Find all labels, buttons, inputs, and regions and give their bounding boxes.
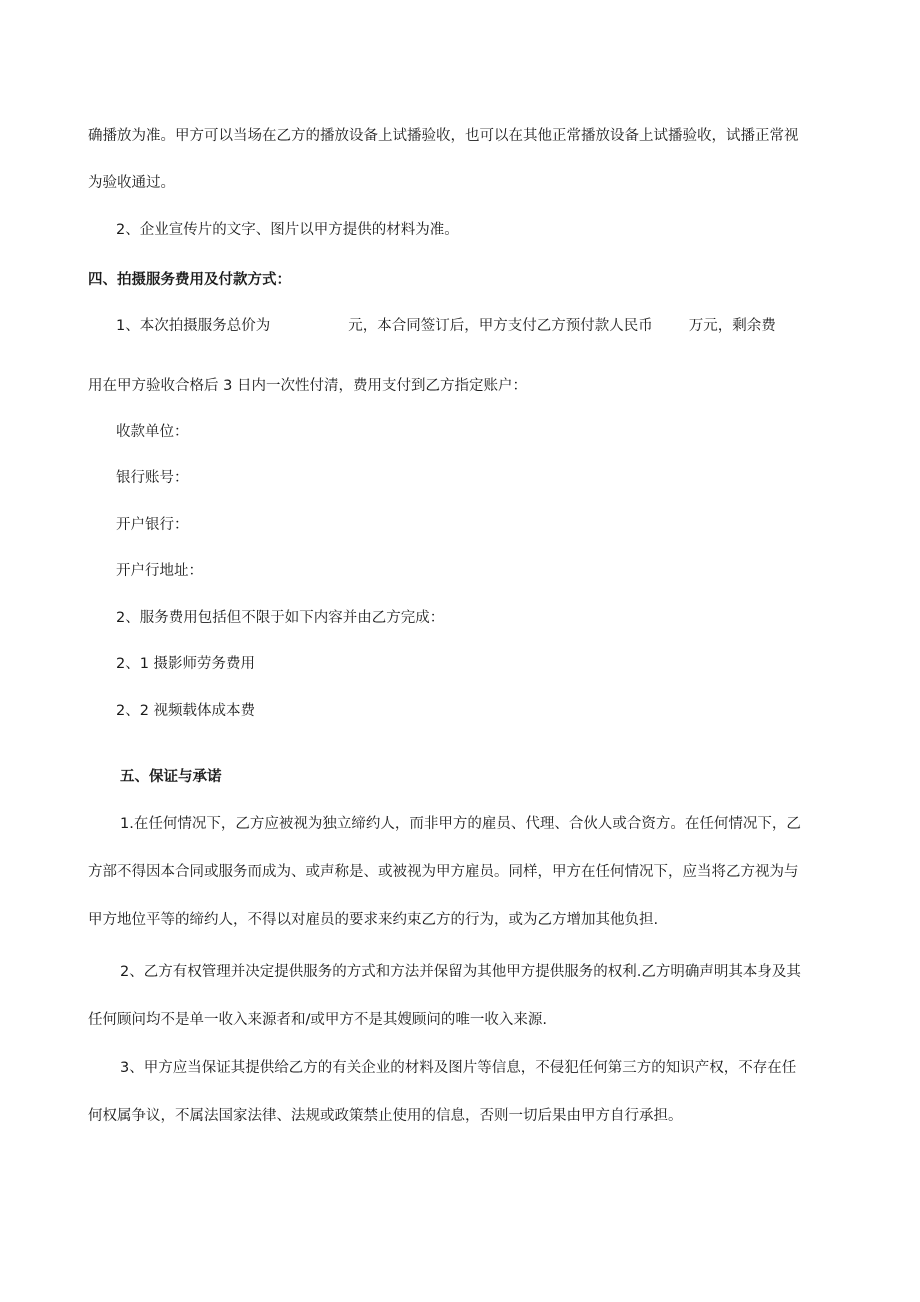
section-4-heading: 四、拍摄服务费用及付款方式： [88, 272, 291, 288]
guarantee-2-line-1: 2、乙方有权管理并决定提供服务的方式和方法并保留为其他甲方提供服务的权利.乙方明确声明其本身及其 [120, 964, 801, 980]
materials-clause: 2、企业宣传片的文字、图片以甲方提供的材料为准。 [116, 222, 459, 238]
remaining-fee-text: 万元，剩余费 [688, 318, 776, 334]
service-scope-item-1: 2、1 摄影师劳务费用 [116, 656, 256, 672]
payment-clause-line-2: 用在甲方验收合格后 3 日内一次性付清，费用支付到乙方指定账户： [88, 378, 527, 394]
opening-bank-label: 开户银行： [116, 517, 189, 533]
guarantee-1-line-3: 甲方地位平等的缔约人，不得以对雇员的要求来约束乙方的行为，或为乙方增加其他负担. [88, 912, 659, 928]
bank-address-label: 开户行地址： [116, 563, 203, 579]
prepayment-text: 元，本合同签订后，甲方支付乙方预付款人民币 [348, 318, 653, 334]
acceptance-text-line-2: 为验收通过。 [88, 175, 175, 191]
guarantee-2-line-2: 任何顾问均不是单一收入来源者和/或甲方不是其嫂顾问的唯一收入来源. [88, 1012, 547, 1028]
total-price-label: 1、本次拍摄服务总价为 [116, 318, 271, 334]
guarantee-1-line-1: 1.在任何情况下，乙方应被视为独立缔约人，而非甲方的雇员、代理、合伙人或合资方。在任何情况下，乙 [120, 816, 801, 832]
payee-label: 收款单位： [116, 424, 189, 440]
guarantee-3-line-2: 何权属争议，不属法国家法律、法规或政策禁止使用的信息，否则一切后果由甲方自行承担。 [88, 1108, 683, 1124]
service-scope-item-2: 2、2 视频载体成本费 [116, 703, 256, 719]
section-5-heading: 五、保证与承诺 [120, 769, 222, 785]
acceptance-text-line-1: 确播放为准。甲方可以当场在乙方的播放设备上试播验收，也可以在其他正常播放设备上试播验收，试播正常视 [88, 128, 799, 144]
payment-clause-line-1 [116, 316, 776, 336]
service-scope-clause: 2、服务费用包括但不限于如下内容并由乙方完成： [116, 610, 445, 626]
guarantee-1-line-2: 方部不得因本合同或服务而成为、或声称是、或被视为甲方雇员。同样，甲方在任何情况下，应当将乙方视为与 [88, 864, 799, 880]
guarantee-3-line-1: 3、甲方应当保证其提供给乙方的有关企业的材料及图片等信息，不侵犯任何第三方的知识产权，不存在任 [120, 1060, 797, 1076]
bank-account-label: 银行账号： [116, 470, 189, 486]
